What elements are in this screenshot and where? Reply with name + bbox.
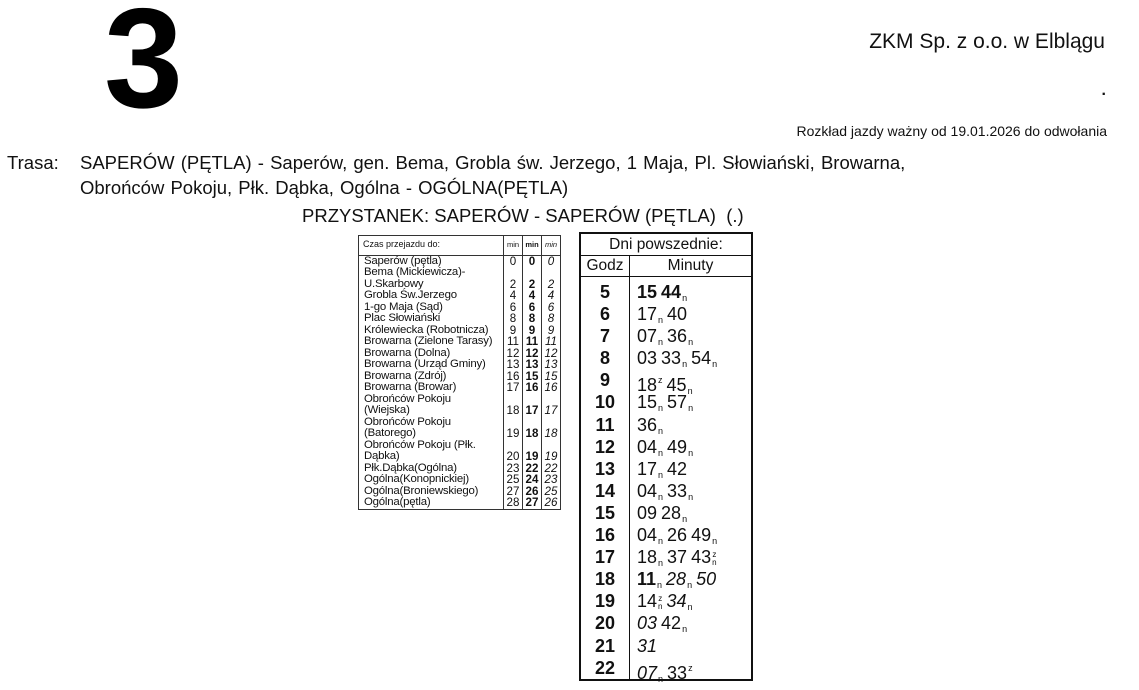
travel-time-2: 13: [523, 359, 542, 371]
travel-time-1: 9: [504, 325, 523, 337]
minute-value: 33: [667, 662, 688, 683]
travel-time-2: 9: [523, 325, 542, 337]
minutes-cell: [630, 612, 751, 634]
travel-time-1: 2: [504, 267, 523, 290]
stop-name-line: Plac Słowiański: [364, 312, 441, 324]
travel-stop-name: [359, 313, 504, 325]
travel-row: [359, 394, 560, 417]
stop-name-line: Saperów (pętla): [364, 254, 442, 267]
minute-value: 36: [637, 414, 658, 435]
minute-marker: n: [658, 536, 664, 547]
validity-note: Rozkład jazdy ważny od 19.01.2026 do odwołania: [796, 123, 1107, 139]
travel-stop-name: [359, 474, 504, 486]
stop-name-line: Królewiecka (Robotnicza): [364, 323, 489, 336]
minute-value: 09: [637, 502, 658, 523]
timetable-title: Dni powszednie:: [581, 234, 751, 256]
departure-minute: [637, 347, 657, 369]
col-label-1: min: [504, 236, 523, 255]
minute-marker: n: [658, 315, 664, 326]
minutes-column-header: Minuty: [667, 257, 714, 274]
minutes-cell: [630, 458, 751, 480]
travel-time-3: 22: [542, 463, 561, 475]
route-description-line2: Obrońców Pokoju, Płk. Dąbka, Ogólna - OGÓLNA(PĘTLA): [80, 177, 569, 198]
hour-cell: 21: [594, 635, 616, 656]
travel-time-3: 13: [542, 359, 561, 371]
minutes-cell: [630, 635, 751, 657]
minute-marker: n: [658, 425, 664, 436]
col-label-3: min: [542, 236, 561, 255]
travel-stop-name: [359, 440, 504, 463]
minute-value: 28: [661, 502, 682, 523]
company-name: ZKM Sp. z o.o. w Elblągu: [869, 30, 1105, 53]
travel-stop-name: [359, 497, 504, 509]
travel-time-2: 2: [523, 267, 542, 290]
travel-time-2: 15: [523, 371, 542, 383]
minute-value: 54: [691, 348, 712, 369]
minute-marker: n: [712, 536, 718, 547]
departure-minute: [637, 590, 662, 612]
minute-value: 18: [637, 375, 658, 396]
minute-value: 42: [661, 613, 682, 634]
minutes-cell: [630, 303, 751, 325]
hour-cell: 12: [594, 436, 616, 457]
minute-marker: n: [682, 293, 688, 303]
travel-header-label: Czas przejazdu do:: [359, 236, 504, 255]
col-label-2: min: [523, 236, 542, 255]
hour-cell: 5: [599, 282, 610, 302]
minute-value: 45: [666, 375, 687, 396]
stop-name-line: Ogólna(Broniewskiego): [364, 484, 479, 497]
minute-marker: n: [682, 624, 688, 635]
minute-value: 04: [637, 436, 658, 457]
travel-time-3: 11: [542, 336, 561, 348]
minute-value: 18: [637, 547, 658, 568]
travel-time-2: 27: [523, 497, 542, 509]
travel-row: [359, 336, 560, 348]
travel-time-1: 0: [504, 255, 523, 267]
travel-row: [359, 290, 560, 302]
travel-row: [359, 382, 560, 394]
stop-title: PRZYSTANEK: SAPERÓW - SAPERÓW (PĘTLA) (.): [302, 205, 744, 226]
travel-row: [359, 267, 560, 290]
minute-marker: n: [658, 558, 664, 569]
minute-value: 49: [691, 525, 712, 546]
minutes-cell: [630, 502, 751, 524]
minutes-cell: [630, 325, 751, 347]
travel-time-2: 0: [523, 255, 542, 267]
minute-marker: n: [682, 359, 688, 370]
minute-marker: z: [688, 662, 693, 673]
minute-value: 14: [637, 591, 658, 612]
departure-minute: [667, 546, 687, 568]
departure-minute: [637, 612, 657, 634]
departure-minute: [637, 502, 657, 524]
travel-time-2: 16: [523, 382, 542, 394]
hour-cell: 7: [599, 326, 610, 347]
travel-time-2: 6: [523, 302, 542, 314]
stop-name-line: Bema (Mickiewicza)-: [364, 266, 466, 278]
travel-time-1: 27: [504, 486, 523, 498]
minute-marker: n: [657, 580, 663, 591]
travel-time-1: 25: [504, 474, 523, 486]
travel-time-2: 12: [523, 348, 542, 360]
departure-minute: [667, 391, 693, 419]
travel-time-1: 11: [504, 336, 523, 348]
minute-marker: n: [687, 386, 693, 397]
travel-time-1: 19: [504, 417, 523, 440]
minutes-cell: [630, 524, 751, 546]
minute-value: 57: [667, 392, 688, 413]
minute-marker: n: [687, 602, 693, 613]
travel-row: [359, 313, 560, 325]
hour-cell: 9: [599, 370, 610, 391]
hour-cell: 8: [599, 348, 610, 369]
travel-table-header: [359, 236, 560, 255]
stop-name-line: Ogólna(pętla): [364, 496, 431, 508]
travel-row: [359, 440, 560, 463]
travel-time-3: 18: [542, 417, 561, 440]
travel-time-2: 8: [523, 313, 542, 325]
travel-time-table: [358, 235, 561, 510]
travel-time-1: 13: [504, 359, 523, 371]
departure-minute: [691, 546, 716, 568]
stop-name-line: 1-go Maja (Sąd): [364, 300, 443, 313]
departure-minute: [696, 568, 716, 590]
travel-row: [359, 417, 560, 440]
minute-value: 31: [637, 635, 658, 656]
minute-marker: n: [688, 403, 694, 414]
travel-time-1: 4: [504, 290, 523, 302]
minute-value: 03: [637, 613, 658, 634]
stop-name-line: Browarna (Urząd Gminy): [364, 358, 486, 370]
hour-cell: 14: [594, 480, 616, 501]
minutes-cell: [630, 347, 751, 369]
travel-time-3: 0: [542, 255, 561, 267]
stop-name-line: Obrońców Pokoju (Płk.: [364, 438, 476, 451]
minute-marker: z n: [712, 550, 717, 568]
travel-time-1: 6: [504, 302, 523, 314]
line-number: 3: [104, 0, 181, 138]
departure-minute: [637, 635, 657, 657]
hour-cell: 22: [594, 657, 616, 678]
travel-time-3: 25: [542, 486, 561, 498]
minutes-column: [630, 277, 751, 684]
hour-cell: 18: [594, 569, 616, 590]
minutes-cell: [630, 546, 751, 568]
minute-value: 11: [637, 569, 657, 590]
stop-name-line: Obrońców Pokoju: [364, 415, 451, 428]
minutes-cell: [630, 590, 751, 612]
travel-time-3: 23: [542, 474, 561, 486]
hour-cell: 20: [594, 613, 616, 634]
travel-time-1: 17: [504, 382, 523, 394]
stop-name-line: Browarna (Zielone Tarasy): [364, 335, 493, 347]
minute-marker: n: [658, 337, 664, 348]
departure-minute: [637, 662, 663, 690]
minutes-cell: [630, 369, 751, 397]
minute-value: 42: [667, 458, 688, 479]
minute-value: 15: [637, 282, 658, 302]
travel-time-1: 28: [504, 497, 523, 509]
minute-value: 50: [696, 569, 717, 590]
travel-time-3: 12: [542, 348, 561, 360]
minute-value: 49: [667, 436, 688, 457]
minute-marker: n: [658, 673, 664, 684]
minute-marker: n: [658, 469, 664, 480]
minute-marker: n: [658, 491, 664, 502]
minute-value: 34: [666, 591, 687, 612]
stop-name-line: Browarna (Zdrój): [364, 369, 447, 382]
hour-cell: 19: [594, 591, 616, 612]
travel-time-3: 17: [542, 394, 561, 417]
route-label: Trasa:: [7, 152, 59, 173]
minute-marker: n: [712, 359, 718, 370]
departure-minute: [667, 303, 687, 325]
stop-name-line2: Dąbka): [364, 450, 400, 462]
minute-value: 44: [661, 282, 682, 302]
travel-stop-name: [359, 267, 504, 290]
departure-minute: [667, 524, 687, 546]
minute-value: 36: [667, 326, 688, 347]
minute-value: 28: [666, 569, 687, 590]
travel-time-3: 8: [542, 313, 561, 325]
travel-time-1: 16: [504, 371, 523, 383]
travel-time-2: 11: [523, 336, 542, 348]
departure-minute: [661, 612, 687, 640]
minute-value: 37: [667, 547, 688, 568]
hour-cell: 17: [594, 547, 616, 568]
minute-value: 33: [661, 348, 682, 369]
travel-time-2: 4: [523, 290, 542, 302]
stop-name-line: Obrońców Pokoju: [364, 392, 451, 405]
minute-value: 17: [637, 458, 658, 479]
travel-time-3: 15: [542, 371, 561, 383]
travel-time-1: 23: [504, 463, 523, 475]
travel-time-3: 16: [542, 382, 561, 394]
route-description-line1: SAPERÓW (PĘTLA) - Saperów, gen. Bema, Grobla św. Jerzego, 1 Maja, Pl. Słowiański, Browarna,: [80, 152, 906, 173]
travel-time-3: 26: [542, 497, 561, 509]
minute-marker: z n: [658, 594, 663, 612]
dot-mark: .: [1101, 82, 1106, 99]
minute-value: 04: [637, 525, 658, 546]
travel-row: [359, 497, 560, 509]
travel-time-2: 18: [523, 417, 542, 440]
travel-stop-name: [359, 336, 504, 348]
minutes-cell: [630, 436, 751, 458]
departure-minute: [637, 281, 657, 303]
travel-time-2: 22: [523, 463, 542, 475]
minute-value: 04: [637, 480, 658, 501]
travel-time-2: 24: [523, 474, 542, 486]
minute-value: 40: [667, 304, 688, 325]
hour-cell: 16: [594, 525, 616, 546]
stop-name-line: Płk.Dąbka(Ogólna): [364, 461, 457, 474]
stop-name-line: Grobla Św.Jerzego: [364, 289, 457, 301]
minutes-cell: [630, 657, 751, 684]
travel-stop-name: [359, 359, 504, 371]
minutes-cell: [630, 281, 751, 303]
minute-marker: n: [688, 337, 694, 348]
travel-time-3: 9: [542, 325, 561, 337]
travel-time-2: 26: [523, 486, 542, 498]
travel-row: [359, 474, 560, 486]
minute-value: 17: [637, 304, 658, 325]
hour-cell: 13: [594, 458, 616, 479]
departure-minute: [667, 458, 687, 480]
departure-timetable: [579, 232, 753, 684]
minute-marker: n: [688, 447, 694, 458]
travel-time-3: 4: [542, 290, 561, 302]
minute-value: 33: [667, 480, 688, 501]
minute-value: 07: [637, 326, 658, 347]
hour-cell: 11: [595, 414, 615, 435]
minute-value: 43: [691, 547, 712, 568]
minute-value: 15: [637, 392, 658, 413]
minutes-cell: [630, 568, 751, 590]
travel-time-1: 8: [504, 313, 523, 325]
travel-time-3: 6: [542, 302, 561, 314]
stop-name-line2: (Batorego): [364, 427, 416, 439]
stop-name-line: Ogólna(Konopnickiej): [364, 473, 469, 485]
travel-time-1: 20: [504, 440, 523, 463]
travel-time-1: 18: [504, 394, 523, 417]
travel-time-2: 19: [523, 440, 542, 463]
travel-stop-name: [359, 417, 504, 440]
travel-time-1: 12: [504, 348, 523, 360]
minute-value: 07: [637, 662, 658, 683]
minute-marker: n: [688, 491, 694, 502]
minutes-cell: [630, 480, 751, 502]
hour-cell: 6: [599, 304, 610, 325]
timetable-header: [581, 256, 751, 277]
travel-time-3: 19: [542, 440, 561, 463]
hour-column-header: Godz: [581, 256, 630, 276]
stop-name-line2: (Wiejska): [364, 404, 410, 416]
hour-column: [581, 277, 630, 679]
stop-name-line2: U.Skarbowy: [364, 277, 424, 290]
travel-stop-name: [359, 394, 504, 417]
minute-marker: n: [658, 403, 664, 414]
travel-time-2: 17: [523, 394, 542, 417]
hour-cell: 15: [594, 502, 616, 523]
travel-stop-name: [359, 382, 504, 394]
minute-value: 26: [667, 525, 688, 546]
minute-marker: n: [682, 513, 688, 524]
travel-row: [359, 359, 560, 371]
stop-name-line: Browarna (Browar): [364, 381, 457, 393]
travel-stop-name: [359, 290, 504, 302]
minute-value: 03: [637, 348, 658, 369]
minute-marker: z: [658, 375, 663, 386]
travel-time-3: 2: [542, 267, 561, 290]
minute-marker: n: [658, 447, 664, 458]
minutes-cell: [630, 391, 751, 413]
minute-marker: n: [687, 580, 693, 591]
hour-cell: 10: [594, 392, 616, 413]
stop-name-line: Browarna (Dolna): [364, 346, 451, 359]
